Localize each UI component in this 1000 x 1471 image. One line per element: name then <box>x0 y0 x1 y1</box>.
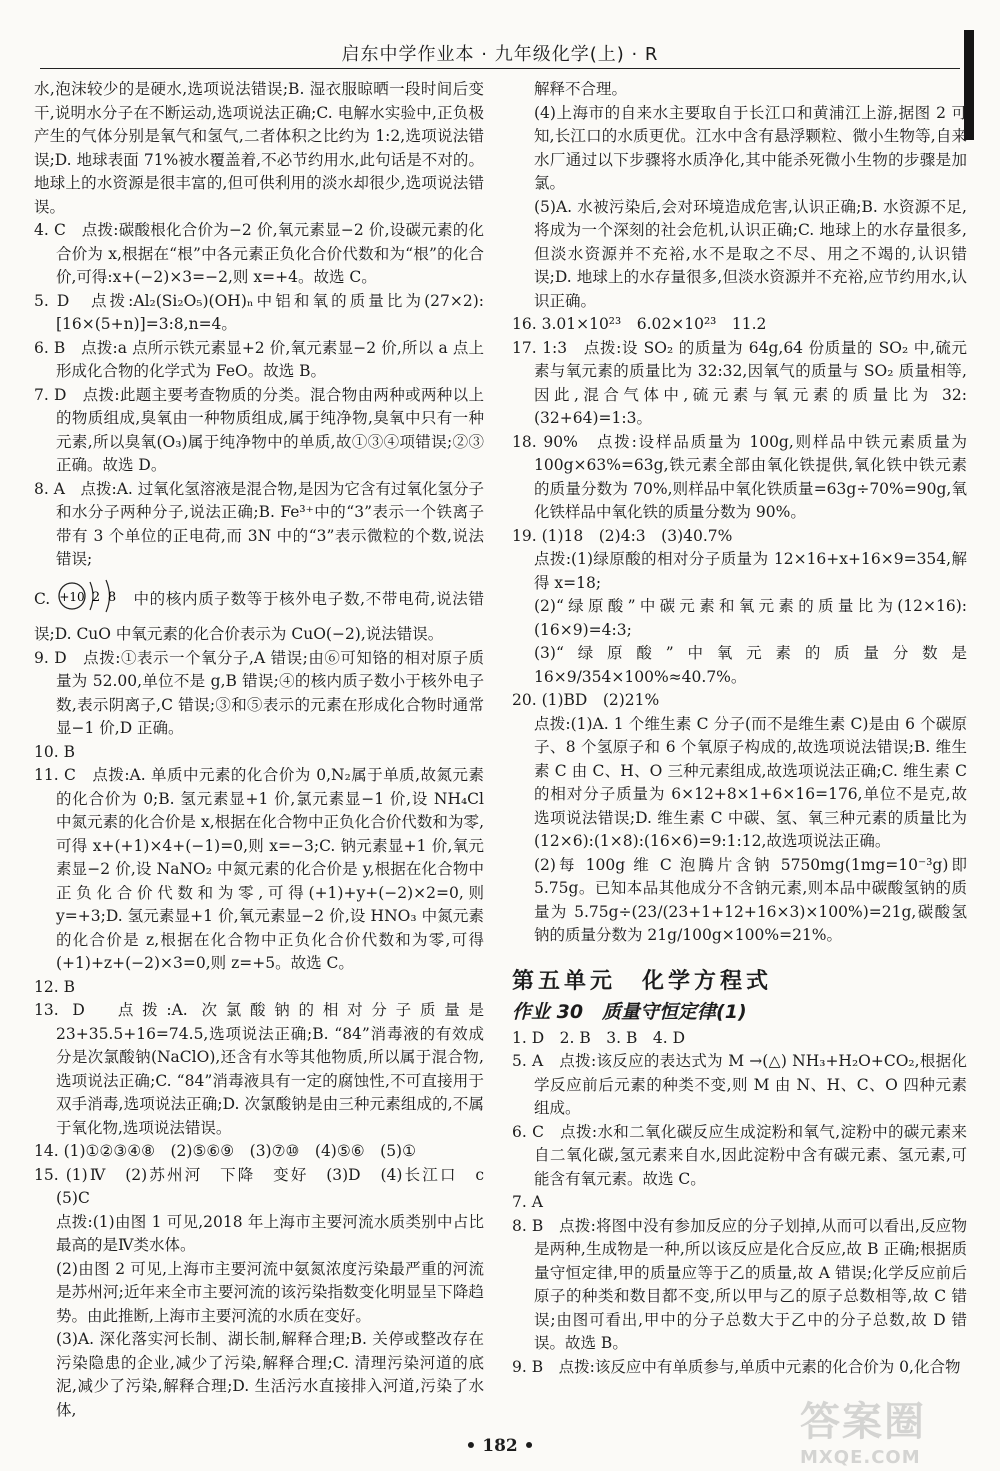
answer-item-6: 6. B 点拨:a 点所示铁元素显+2 价,氧元素显−2 价,所以 a 点上形成化合物的化学式为 FeO。故选 B。 <box>34 338 484 380</box>
answer-15-continuation: 解释不合理。 <box>534 80 628 98</box>
answer-item-7b: 7. A <box>512 1193 543 1211</box>
atom-structure-diagram <box>56 576 128 624</box>
answer-item-9: 9. D 点拨:①表示一个氧分子,A 错误;由⑥可知铬的相对原子质量为 52.00,单位不是 g,B 错误;④的核内质子数小于核外电子数,表示阴离子,C 错误;③和⑤表示的元素在形成化合物时通常显−1 价,D 正确。 <box>34 648 484 737</box>
page-header-title: 启东中学作业本 · 九年级化学(上) · R <box>341 44 659 65</box>
answer-item-17: 17. 1:3 点拨:设 SO₂ 的质量为 64g,64 份质量的 SO₂ 中,硫元素与氧元素的质量比为 32:32,因氧气的质量与 SO₂ 质量相等,因此,混合气体中,硫元素与氧元素的质量比为 32:(32+64)=1:3。 <box>512 338 967 427</box>
watermark-logo <box>800 1390 970 1470</box>
answer-item-16: 16. 3.01×10²³ 6.02×10²³ 11.2 <box>512 315 767 333</box>
answer-item-20-hint2: (2)每 100g 维 C 泡腾片含钠 5750mg(1mg=10⁻³g)即 5.75g。已知本品其他成分不含钠元素,则本品中碳酸氢钠的质量为 5.75g÷(23/(23+1+12+16×3)×100%)=21g,碳酸氢钠的质量分数为 21g/100g×100%=21%。 <box>534 855 967 944</box>
answer-item-15: 15. (1)Ⅳ (2)苏州河 下降 变好 (3)D (4)长江口 c (5)C <box>34 1165 500 1207</box>
answer-item-1-4: 1. D 2. B 3. B 4. D <box>512 1028 685 1047</box>
atom-explanation: 中的核内质子数等于核外电子数,不带电荷,说法错误;D. CuO 中氧元素的化合价表示为 CuO(−2),说法错误。 <box>34 589 484 643</box>
left-column <box>34 78 500 1422</box>
answer-item-8-atom <box>34 576 484 647</box>
homework-title: 作业 30 质量守恒定律(1) <box>512 1001 747 1023</box>
answer-item-20: 20. (1)BD (2)21% <box>512 691 660 709</box>
answer-item-19-hint1: 点拨:(1)绿原酸的相对分子质量为 12×16+x+16×9=354,解得 x=18; <box>534 550 967 592</box>
answer-item-12: 12. B <box>34 977 75 996</box>
watermark-url: MXQE.COM <box>800 1447 921 1468</box>
answer-item-19-hint3: (3)“绿原酸”中氧元素的质量分数是 16×9/354×100%≈40.7%。 <box>534 644 967 686</box>
answer-item-19: 19. (1)18 (2)4:3 (3)40.7% <box>512 526 733 545</box>
answer-item-4: 4. C 点拨:碳酸根化合价为−2 价,氧元素显−2 价,设碳元素的化合价为 x,根据在“根”中各元素正负化合价代数和为“根”的化合价,可得:x+(−2)×3=−2,则 x=+4。故选 C。 <box>34 221 484 286</box>
answer-item-6b: 6. C 点拨:水和二氧化碳反应生成淀粉和氧气,淀粉中的碳元素来自二氧化碳,氢元素来自水,因此淀粉中含有碳元素、氢元素,可能含有氧元素。故选 C。 <box>512 1122 967 1188</box>
svg-text:8: 8 <box>107 589 116 605</box>
answer-item-15-part2: (2)由图 2 可见,上海市主要河流中氨氮浓度污染最严重的河流是苏州河;近年来全市主要河流的该污染指数变化明显呈下降趋势。由此推断,上海市主要河流的水质在变好。 <box>56 1259 484 1325</box>
atom-prefix: C. <box>34 589 51 608</box>
page-number: • 182 • <box>465 1436 535 1456</box>
answer-item-8b: 8. B 点拨:将图中没有参加反应的分子划掉,从而可以看出,反应物是两种,生成物是一种,所以该反应是化合反应,故 B 正确;根据质量守恒定律,甲的质量应等于乙的质量,故 A 错误;化学反应前后原子的种类和数目都不变,所以甲与乙的原子总数相等,故 C 错误;由图可看出,甲中的分子总数大于乙中的分子总数,故 D 错误。故选 B。 <box>512 1216 967 1352</box>
answer-item-14: 14. (1)①②③④⑧ (2)⑤⑥⑨ (3)⑦⑩ (4)⑤⑥ (5)① <box>34 1142 416 1160</box>
answer-item-7: 7. D 点拨:此题主要考查物质的分类。混合物由两种或两种以上的物质组成,臭氧由一种物质组成,属于纯净物,臭氧中只有一种元素,所以臭氧(O₃)属于纯净物中的单质,故①③④项错误;②③正确。故选 D。 <box>34 385 484 474</box>
page-header <box>0 0 1000 65</box>
answer-item-13: 13. D 点拨:A. 次氯酸钠的相对分子质量是 23+35.5+16=74.5,选项说法正确;B. “84”消毒液的有效成分是次氯酸钠(NaClO),还含有水等其他物质,所以属于混合物,选项说法正确;C. “84”消毒液具有一定的腐蚀性,不可直接用于双手消毒,选项说法正确;D. 次氯酸钠是由三种元素组成的,不属于氧化物,选项说法错误。 <box>34 1001 484 1137</box>
unit-title: 第五单元 化学方程式 <box>512 968 773 994</box>
answer-item-19-hint2: (2)“绿原酸”中碳元素和氧元素的质量比为(12×16):(16×9)=4:3; <box>534 597 967 639</box>
answer-item-15-part3: (3)A. 深化落实河长制、湖长制,解释合理;B. 关停或整改存在污染隐患的企业,减少了污染,解释合理;C. 清理污染河道的底泥,减少了污染,解释合理;D. 生活污水直接排入河道,污染了水体, <box>56 1330 484 1419</box>
svg-text:+10: +10 <box>59 589 85 604</box>
answer-item-8: 8. A 点拨:A. 过氧化氢溶液是混合物,是因为它含有过氧化氢分子和水分子两种分子,说法正确;B. Fe³⁺中的“3”表示一个铁离子带有 3 个单位的正电荷,而 3N 中的“3”表示微粒的个数,说法错误; <box>34 479 484 568</box>
watermark-main: 答案圈 <box>800 1399 926 1445</box>
answer-item-10: 10. B <box>34 742 75 761</box>
answer-15-part5: (5)A. 水被污染后,会对环境造成危害,认识正确;B. 水资源不足,将成为一个深刻的社会危机,认识正确;C. 地球上的水存量很多,但淡水资源并不充裕,水不是取之不尽、用之不竭的,认识错误;D. 地球上的水存量很多,但淡水资源并不充裕,应节约用水,认识正确。 <box>534 197 967 310</box>
answer-continuation: 水,泡沫较少的是硬水,选项说法错误;B. 湿衣服晾晒一段时间后变干,说明水分子在不断运动,选项说法正确;C. 电解水实验中,正负极产生的气体分别是氧气和氢气,二者体积之比约为 1:2,选项说法错误;D. 地球表面 71%被水覆盖着,不必节约用水,此句话是不对的。地球上的水资源是很丰富的,但可供利用的淡水却很少,选项说法错误。 <box>34 80 484 216</box>
answer-item-20-hint1: 点拨:(1)A. 1 个维生素 C 分子(而不是维生素 C)是由 6 个碳原子、8 个氢原子和 6 个氧原子构成的,故选项说法错误;B. 维生素 C 由 C、H、O 三种元素组成,故选项说法正确;C. 维生素 C 的相对分子质量为 6×12+8×1+6×16=176,单位不是克,故选项说法错误;D. 维生素 C 中碳、氢、氧三种元素的质量比为(12×6):(1×8):(16×6)=9:1:12,故选项说法正确。 <box>534 714 967 850</box>
answer-item-5b: 5. A 点拨:该反应的表达式为 M →(△) NH₃+H₂O+CO₂,根据化学反应前后元素的种类不变,则 M 由 N、H、C、O 四种元素组成。 <box>512 1052 967 1117</box>
right-column <box>512 78 967 1379</box>
svg-text:2: 2 <box>91 589 100 605</box>
answer-item-18: 18. 90% 点拨:设样品质量为 100g,则样品中铁元素质量为 100g×63%=63g,铁元素全部由氧化铁提供,氧化铁中铁元素的质量分数为 70%,则样品中氧化铁质量=63g÷70%=90g,氧化铁样品中氧化铁的质量分数为 90%。 <box>512 432 967 521</box>
header-rule <box>40 68 960 69</box>
answer-15-part4: (4)上海市的自来水主要取自于长江口和黄浦江上游,据图 2 可知,长江口的水质更优。江水中含有悬浮颗粒、微小生物等,自来水厂通过以下步骤将水质净化,其中能杀死微小生物的步骤是加氯。 <box>534 103 967 192</box>
binding-edge <box>0 120 10 1420</box>
answer-item-5: 5. D 点拨:Al₂(Si₂O₅)(OH)ₙ中铝和氧的质量比为(27×2):[16×(5+n)]=3:8,n=4。 <box>34 291 484 333</box>
answer-item-15-hint: 点拨:(1)由图 1 可见,2018 年上海市主要河流水质类别中占比最高的是Ⅳ类水体。 <box>56 1212 484 1254</box>
answer-item-11: 11. C 点拨:A. 单质中元素的化合价为 0,N₂属于单质,故氮元素的化合价为 0;B. 氢元素显+1 价,氯元素显−1 价,设 NH₄Cl 中氮元素的化合价是 x,根据在化合物中正负化合价代数和为零,可得 x+(+1)×4+(−1)=0,则 x=−3;C. 钠元素显+1 价,氧元素显−2 价,设 NaNO₂ 中氮元素的化合价是 y,根据在化合物中正负化合价代数和为零,可得(+1)+y+(−2)×2=0,则 y=+3;D. 氢元素显+1 价,氧元素显−2 价,设 HNO₃ 中氮元素的化合价是 z,根据在化合物中正负化合价代数和为零,可得(+1)+z+(−2)×3=0,则 z=+5。故选 C。 <box>34 766 484 972</box>
answer-item-9b: 9. B 点拨:该反应中有单质参与,单质中元素的化合价为 0,化合物 <box>512 1357 961 1376</box>
